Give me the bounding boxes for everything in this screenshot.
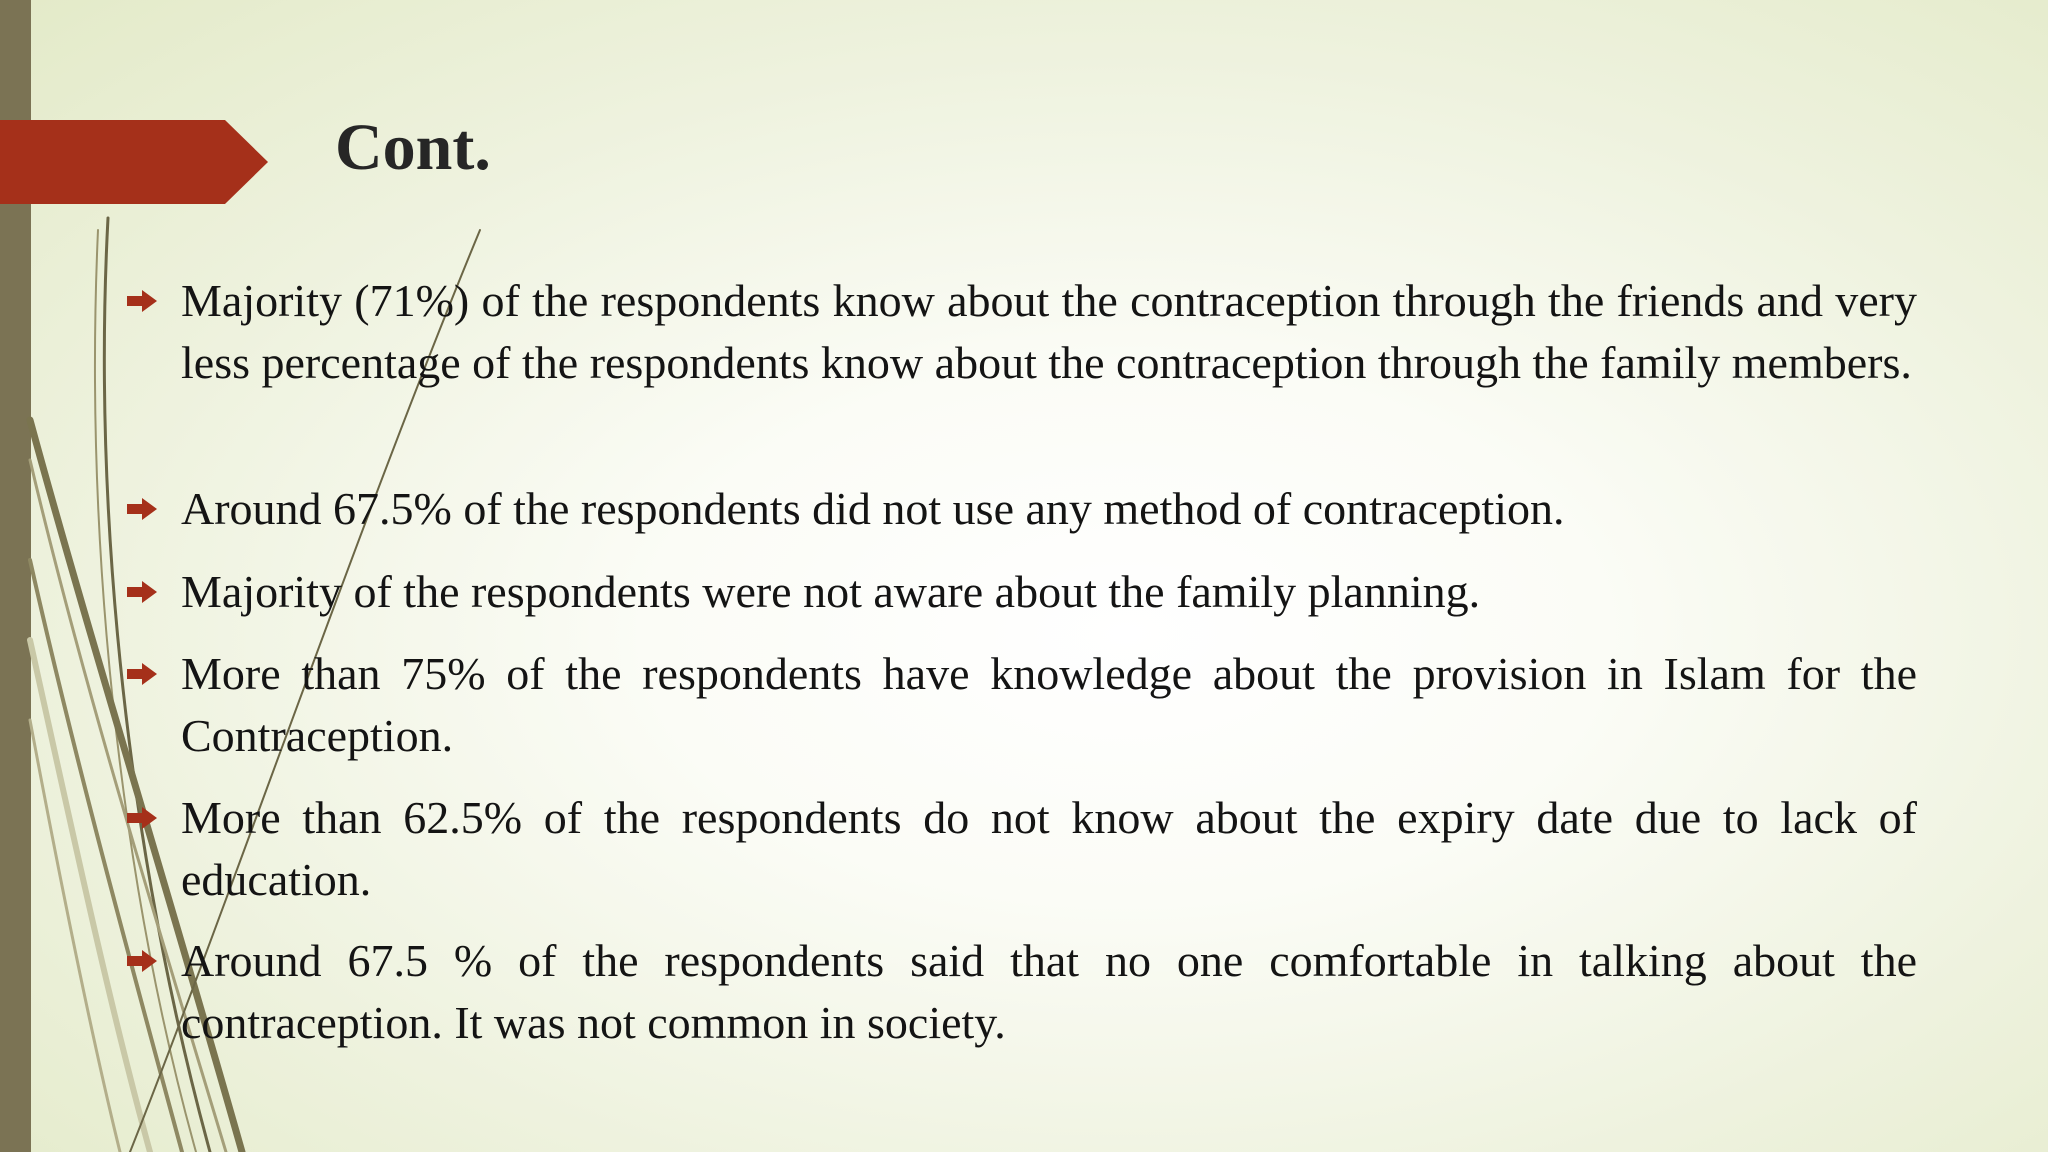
arrow-right-icon <box>125 289 159 313</box>
bullet-item <box>181 478 1917 540</box>
bullet-text: More than 75% of the respondents have knowledge about the provision in Islam for the Contraception. <box>181 648 1917 761</box>
bullet-text: Around 67.5% of the respondents did not use any method of contraception. <box>181 483 1565 534</box>
bullet-item <box>181 270 1917 394</box>
arrow-right-icon <box>125 497 159 521</box>
bullet-item <box>181 787 1917 911</box>
bullet-item <box>181 561 1917 623</box>
bullet-item <box>181 643 1917 767</box>
bullet-text: Majority (71%) of the respondents know about the contraception through the friends and very less percentage of the respondents know about the contraception through the family members. <box>181 275 1917 388</box>
arrow-right-icon <box>125 662 159 686</box>
bullet-item <box>181 930 1917 1054</box>
slide-title: Cont. <box>335 111 491 184</box>
arrow-right-icon <box>125 949 159 973</box>
arrow-right-icon <box>125 580 159 604</box>
bullet-text: Majority of the respondents were not aware about the family planning. <box>181 566 1481 617</box>
bullet-text: Around 67.5 % of the respondents said that no one comfortable in talking about the contraception. It was not common in society. <box>181 935 1917 1048</box>
bullet-text: More than 62.5% of the respondents do not know about the expiry date due to lack of education. <box>181 792 1917 905</box>
arrow-right-icon <box>125 806 159 830</box>
